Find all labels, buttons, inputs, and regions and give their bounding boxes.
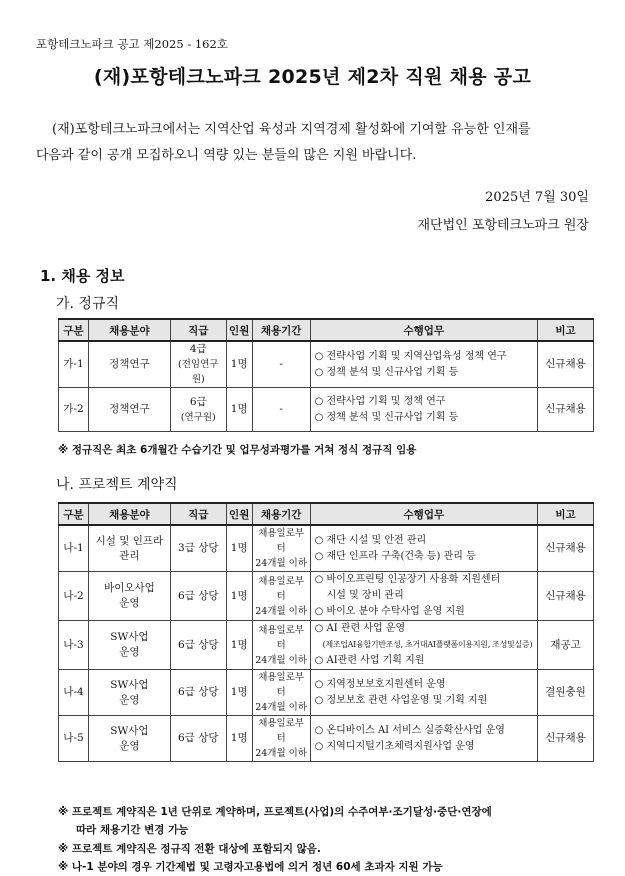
table-row (59, 621, 594, 670)
col-header-field: 채용분야 (88, 319, 170, 341)
cell-grade: 3급 상당 (170, 525, 226, 572)
cell-field (88, 716, 170, 762)
duty-line: ○ 온디바이스 AI 서비스 실증확산사업 운영 (314, 724, 505, 736)
grade-sub: (전임연구원) (178, 359, 219, 385)
duty-line: 시설 및 장비 관리 (326, 590, 404, 601)
project-footnote-1 (58, 803, 598, 839)
period-line: 채용일로부터 (258, 672, 305, 698)
period-line: 24개월 이하 (255, 558, 308, 569)
cell-remarks: 신규채용 (538, 525, 594, 572)
cell-division: 나-4 (59, 670, 89, 716)
cell-count: 1명 (226, 341, 252, 388)
cell-count: 1명 (226, 716, 252, 762)
project-positions-table (58, 502, 594, 762)
page-title: (재)포항테크노파크 2025년 제2차 직원 채용 공고 (93, 66, 532, 88)
grade-sub: (연구원) (180, 411, 216, 423)
cell-period (252, 621, 310, 670)
cell-field (88, 670, 170, 716)
col-header-count: 인원 (226, 503, 252, 525)
project-footnote-2: ※ 프로젝트 계약직은 정규직 전환 대상에 포함되지 않음. (58, 843, 321, 855)
period-line: 24개월 이하 (255, 605, 308, 617)
cell-count: 1명 (226, 525, 252, 572)
duty-line: ○ 전략사업 기획 및 정책 연구 (314, 395, 446, 407)
cell-division: 가-2 (59, 388, 89, 432)
duty-line: ○ 바이오 분야 수탁사업 운영 지원 (314, 606, 465, 617)
issuer-name: 재단법인 포항테크노파크 원장 (417, 218, 589, 233)
cell-division: 가-1 (59, 341, 89, 388)
period-line: 24개월 이하 (255, 702, 308, 713)
period-line: 채용일로부터 (258, 718, 305, 744)
footnote-line: ※ 프로젝트 계약직은 1년 단위로 계약하며, 프로젝트(사업)의 수주여부·조기달성·중단·연장에 (58, 806, 492, 818)
cell-division: 나-2 (59, 572, 89, 621)
col-header-duties: 수행업무 (310, 503, 537, 525)
duty-line: ○ AI 관련 사업 운영 (314, 623, 406, 634)
col-header-period: 채용기간 (252, 503, 310, 525)
cell-period (252, 670, 310, 716)
subsection-heading-regular: 가. 정규직 (56, 296, 119, 312)
duty-line: ○ 재단 시설 및 안전 관리 (314, 534, 427, 546)
cell-grade: 6급 상당 (170, 670, 226, 716)
cell-grade: 6급 상당 (170, 572, 226, 621)
field-line: SW사업 (110, 724, 149, 737)
table-row (59, 388, 594, 432)
regular-footnote: ※ 정규직은 최초 6개월간 수습기간 및 업무성과평가를 거쳐 정식 정규직 임용 (58, 444, 417, 456)
cell-period (252, 525, 310, 572)
cell-duties (310, 621, 537, 670)
section-heading-recruitment-info: 1. 채용 정보 (40, 267, 125, 285)
cell-grade: 6급 상당 (170, 716, 226, 762)
cell-grade (170, 388, 226, 432)
regular-positions-table (58, 318, 594, 432)
cell-remarks: 재공고 (538, 621, 594, 670)
cell-duties (310, 716, 537, 762)
table-row (59, 670, 594, 716)
col-header-remarks: 비고 (538, 503, 594, 525)
intro-paragraph (36, 117, 596, 169)
cell-duties (310, 525, 537, 572)
duty-line: ○ 바이오프린팅 인공장기 사용화 지원센터 (314, 574, 501, 585)
col-header-duties: 수행업무 (310, 319, 537, 341)
duty-line: ○ AI관련 사업 기획 지원 (314, 655, 425, 666)
announcement-date: 2025년 7월 30일 (485, 190, 589, 205)
col-header-remarks: 비고 (538, 319, 594, 341)
duty-line: (제조업AI융합기반조성, 초거대AI플랫폼이용지원, 조성및실증) (322, 640, 533, 649)
cell-grade (170, 341, 226, 388)
footnote-line: 따라 채용기간 변경 가능 (76, 824, 189, 836)
grade-main: 4급 (189, 343, 207, 355)
field-line: 관리 (119, 549, 140, 562)
field-line: 운영 (119, 597, 140, 609)
duty-line: ○ 전략사업 기획 및 지역산업육성 정책 연구 (314, 350, 507, 362)
cell-period: - (252, 388, 310, 432)
cell-remarks: 신규채용 (538, 572, 594, 621)
cell-duties (310, 572, 537, 621)
table-header-row (59, 319, 594, 341)
cell-remarks: 신규채용 (538, 716, 594, 762)
field-line: 바이오사업 (104, 582, 155, 594)
project-footnote-3: ※ 나-1 분야의 경우 기간제법 및 고령자고용법에 의거 정년 60세 초과자 지원 가능 (58, 861, 443, 873)
field-line: 운영 (119, 646, 140, 658)
subsection-heading-project: 나. 프로젝트 계약직 (56, 477, 178, 493)
cell-field (88, 621, 170, 670)
cell-period (252, 572, 310, 621)
col-header-division: 구분 (59, 503, 89, 525)
cell-field: 정책연구 (88, 341, 170, 388)
cell-count: 1명 (226, 670, 252, 716)
cell-division: 나-3 (59, 621, 89, 670)
cell-division: 나-5 (59, 716, 89, 762)
duty-line: ○ 정보보호 관련 사업운영 및 기획 지원 (314, 694, 488, 706)
col-header-count: 인원 (226, 319, 252, 341)
document-number: 포항테크노파크 공고 제2025 - 162호 (36, 37, 228, 51)
cell-period (252, 716, 310, 762)
period-line: 24개월 이하 (255, 654, 308, 666)
cell-count: 1명 (226, 388, 252, 432)
cell-field: 정책연구 (88, 388, 170, 432)
table-row (59, 572, 594, 621)
intro-line-2: 다음과 같이 공개 모집하오니 역량 있는 분들의 많은 지원 바랍니다. (36, 148, 417, 163)
col-header-division: 구분 (59, 319, 89, 341)
duty-line: ○ 정책 분석 및 신규사업 기획 등 (314, 366, 459, 378)
cell-field (88, 572, 170, 621)
field-line: 운영 (119, 693, 140, 706)
cell-duties (310, 388, 537, 432)
col-header-period: 채용기간 (252, 319, 310, 341)
cell-grade: 6급 상당 (170, 621, 226, 670)
cell-duties (310, 341, 537, 388)
table-row (59, 525, 594, 572)
period-line: 24개월 이하 (255, 748, 308, 759)
period-line: 채용일로부터 (258, 575, 305, 602)
col-header-field: 채용분야 (88, 503, 170, 525)
duty-line: ○ 정책 분석 및 신규사업 기획 등 (314, 411, 459, 423)
field-line: 시설 및 인프라 (95, 534, 164, 547)
cell-division: 나-1 (59, 525, 89, 572)
table-header-row (59, 503, 594, 525)
field-line: SW사업 (110, 678, 149, 691)
field-line: SW사업 (110, 631, 149, 643)
cell-remarks: 결원충원 (538, 670, 594, 716)
cell-field (88, 525, 170, 572)
grade-main: 6급 (189, 395, 207, 408)
period-line: 채용일로부터 (258, 624, 305, 651)
period-line: 채용일로부터 (258, 528, 305, 554)
table-row (59, 716, 594, 762)
cell-period: - (252, 341, 310, 388)
col-header-grade: 직급 (170, 319, 226, 341)
cell-count: 1명 (226, 572, 252, 621)
cell-count: 1명 (226, 621, 252, 670)
field-line: 운영 (119, 739, 140, 752)
table-row (59, 341, 594, 388)
duty-line: ○ 지역디지털기초체력지원사업 운영 (314, 740, 475, 752)
col-header-grade: 직급 (170, 503, 226, 525)
duty-line: ○ 재단 인프라 구축(건축 등) 관리 등 (314, 550, 476, 562)
cell-remarks: 신규채용 (538, 388, 594, 432)
cell-duties (310, 670, 537, 716)
cell-remarks: 신규채용 (538, 341, 594, 388)
duty-line: ○ 지역정보보호지원센터 운영 (314, 678, 446, 690)
intro-line-1: (재)포항테크노파크에서는 지역산업 육성과 지역경제 활성화에 기여할 유능한 인재를 (52, 122, 531, 137)
